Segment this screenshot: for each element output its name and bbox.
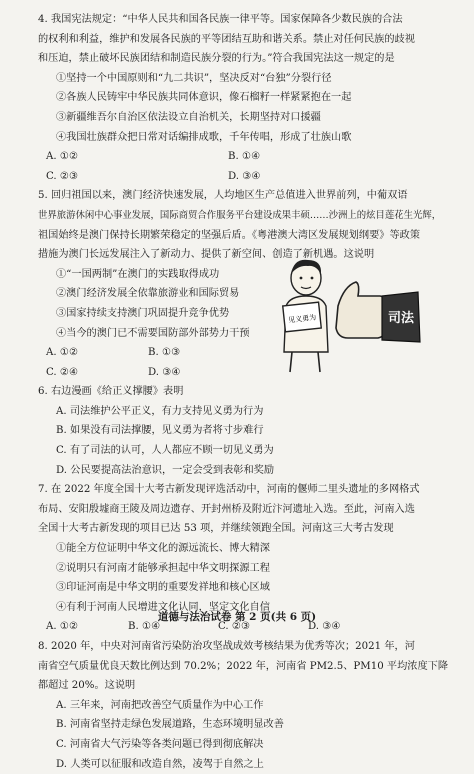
- statement-item: ①能全方位证明中华文化的源远流长、博大精深: [56, 543, 270, 555]
- statement-item: ①坚持一个中国原则和“九二共识”，坚决反对“台独”分裂行径: [56, 72, 332, 84]
- answer-option: B. 河南省坚持走绿色发展道路，生态环境明显改善: [56, 719, 284, 731]
- statement-item: ④当今的澳门已不需要国防部外部势力干预: [56, 327, 250, 339]
- question-stem-line: 祖国始终是澳门保持长期繁荣稳定的坚强后盾。《粤港澳大湾区发展规划纲要》等政策: [38, 229, 421, 241]
- cartoon-illustration: [272, 256, 422, 374]
- statement-item: ②澳门经济发展全依靠旅游业和国际贸易: [56, 288, 240, 300]
- question-stem-line: 6. 右边漫画《给正义撑腰》表明: [38, 386, 184, 398]
- book-label: 见义勇为: [287, 313, 317, 325]
- page-footer: 道德与法治试卷 第 2 页(共 6 页): [157, 611, 317, 623]
- answer-option: D. 人类可以征服和改造自然，凌驾于自然之上: [56, 758, 264, 770]
- option-a: A. ①②: [46, 347, 79, 359]
- question-stem-line: 南省空气质量优良天数比例达到 70.2%；2022 年，河南省 PM2.5、PM10 平均浓度下降: [38, 660, 449, 672]
- question-stem-line: 全国十大考古新发现的项目已达 53 项，并继续领跑全国。河南这三大考古发现: [38, 523, 394, 535]
- answer-option: D. 公民要提高法治意识，一定会受到表彰和奖励: [56, 464, 275, 476]
- option-c: C. ②③: [46, 170, 79, 182]
- question-8: [38, 637, 449, 774]
- option-b: B. ①④: [128, 621, 161, 633]
- answer-option: A. 司法维护公平正义，有力支持见义勇为行为: [56, 405, 264, 417]
- option-c: C. ②③: [218, 621, 251, 633]
- statement-item: ③印证河南是中华文明的重要发祥地和核心区域: [56, 582, 270, 594]
- statement-item: ④有利于河南人民增进文化认同，坚定文化自信: [56, 601, 270, 613]
- answer-option: A. 三年来，河南把改善空气质量作为中心工作: [56, 699, 264, 711]
- question-stem-line: 7. 在 2022 年度全国十大考古新发现评选活动中，河南的偃师二里头遗址的多网格式: [38, 484, 420, 496]
- option-d: D. ③④: [148, 366, 181, 378]
- answer-option: C. 河南省大气污染等各类问题已得到彻底解决: [56, 738, 264, 750]
- answer-options-row: [38, 147, 438, 167]
- question-stem-line: 世界旅游休闲中心事业发展，国际商贸合作服务平台建设成果丰硕……沙洲上的炫目莲花生光辉，: [38, 209, 442, 221]
- question-stem-line: 措施为澳门长远发展注入了新动力、提供了新空间、创造了新机遇。这说明: [38, 249, 375, 261]
- question-stem-line: 都超过 20%。这说明: [38, 680, 136, 692]
- answer-option: B. 如果没有司法撑腰，见义勇为者将寸步难行: [56, 425, 264, 437]
- question-stem-line: 的权利和利益，维护和发展各民族的平等团结互助和谐关系。禁止对任何民族的歧视: [38, 33, 415, 45]
- question-stem-line: 和压迫，禁止破坏民族团结和制造民族分裂的行为。”符合我国宪法这一规定的是: [38, 53, 395, 65]
- option-a: A. ①②: [46, 151, 79, 163]
- statement-item: ②说明只有河南才能够承担起中华文明探源工程: [56, 562, 270, 574]
- question-stem-line: 布局、安阳殷墟商王陵及周边遗存、开封州桥及附近汴河遗址入选。至此，河南入选: [38, 503, 415, 515]
- statement-item: ④我国壮族群众把日常对话编排成歌，千年传唱，形成了壮族山歌: [56, 131, 352, 143]
- option-a: A. ①②: [46, 621, 79, 633]
- statement-item: ②各族人民铸牢中华民族共同体意识，像石榴籽一样紧紧抱在一起: [56, 92, 352, 104]
- answer-options-row: [38, 167, 438, 187]
- statement-item: ①“一国两制”在澳门的实践取得成功: [56, 268, 220, 280]
- option-c: C. ②④: [46, 366, 79, 378]
- question-6: [38, 382, 438, 480]
- answer-option: C. 有了司法的认可，人人都应不顾一切见义勇为: [56, 445, 274, 457]
- option-d: D. ③④: [228, 170, 261, 182]
- statement-item: ③新疆维吾尔自治区依法设立自治机关，长期坚持对口援疆: [56, 111, 321, 123]
- question-stem-line: 4. 我国宪法规定：“中华人民共和国各民族一律平等。国家保障各少数民族的合法: [38, 14, 403, 25]
- option-d: D. ③④: [308, 621, 341, 633]
- question-stem-line: 8. 2020 年，中央对河南省污染防治攻坚战成效考核结果为优秀等次；2021 年，河: [38, 641, 415, 652]
- statement-item: ③国家持续支持澳门巩固提升竞争优势: [56, 307, 230, 319]
- cartoon-drawing: [272, 256, 422, 374]
- sleeve-label: 司法: [387, 311, 415, 326]
- question-stem-line: 5. 回归祖国以来，澳门经济快速发展，人均地区生产总值进入世界前列，中葡双语: [38, 190, 408, 202]
- question-4: [38, 10, 438, 186]
- option-b: B. ①③: [148, 347, 181, 359]
- option-b: B. ①④: [228, 151, 261, 163]
